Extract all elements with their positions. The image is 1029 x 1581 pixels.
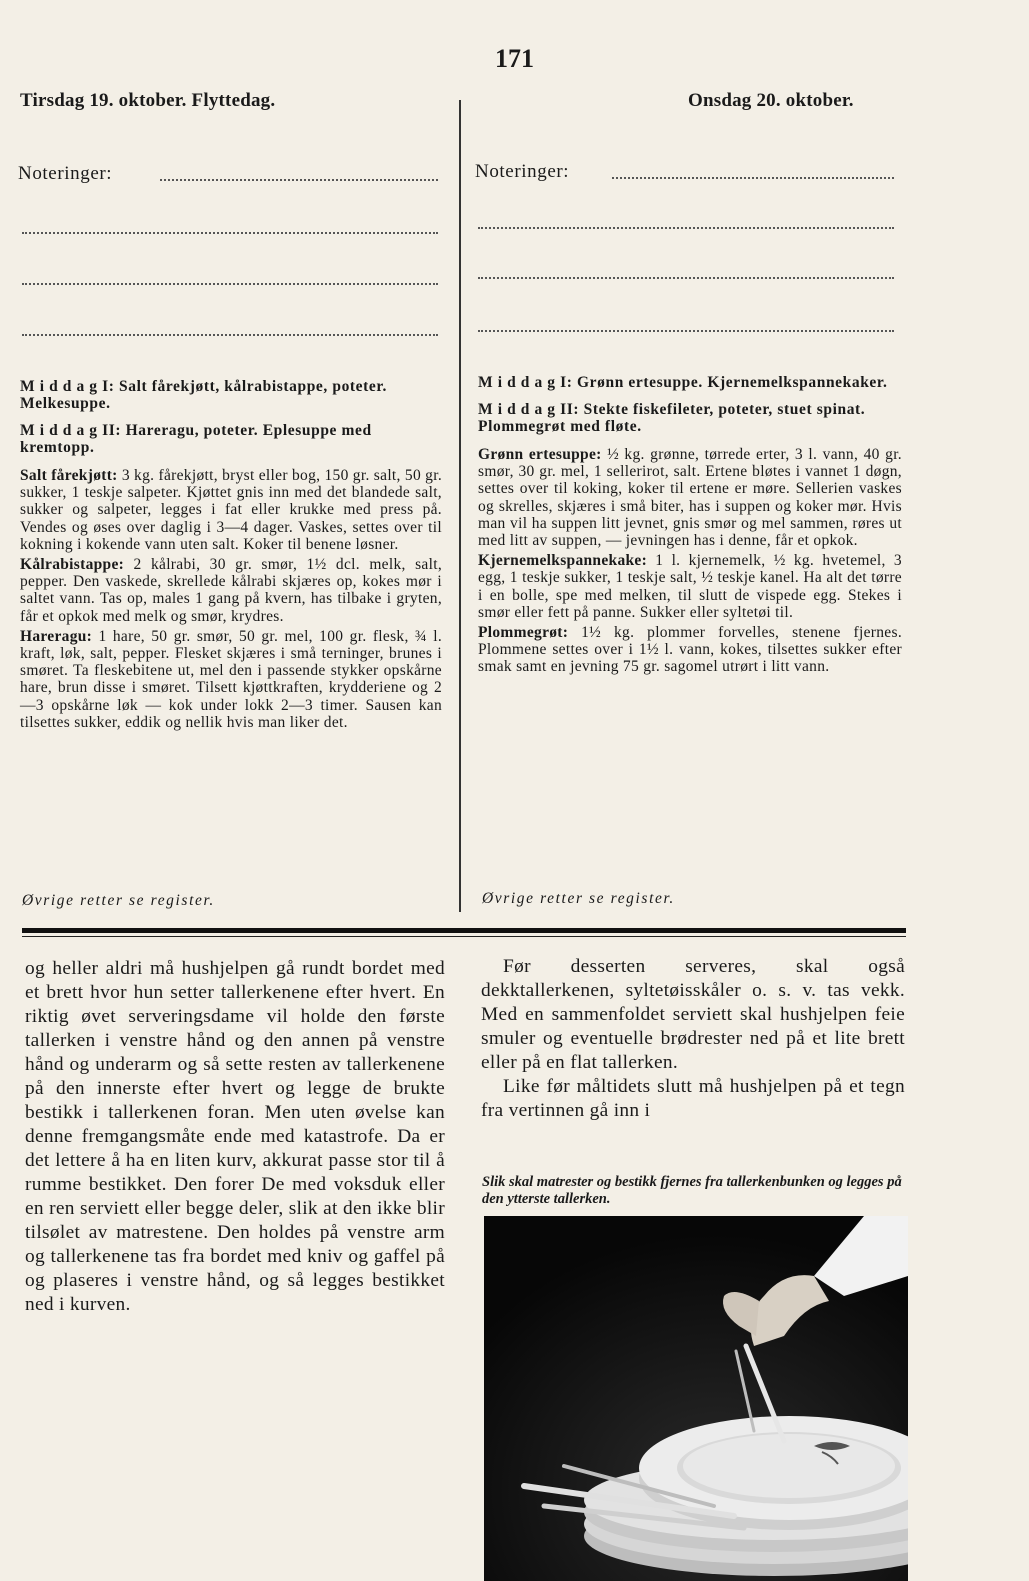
article-right-paragraph-2: Like før måltidets slutt må hushjelpen på et tegn fra vertinnen gå inn i (481, 1076, 905, 1121)
article-left-column: og heller aldri må hushjelpen gå rundt bordet med et brett hvor hun setter tallerkenene efter hvert. En riktig øvet serveringsdame vil holde den første tallerken i venstre hånd og den annen på venstre hånd og underarm og så sette resten av tallerkenene på den innerste efter hvert og legge de brukte bestikk i tallerkenen foran. Men uten øvelse kan denne fremgangsmåte ende med katastrofe. Da er det lettere å ha en liten kurv, akkurat passe stor til å rumme bestikket. Den forer De med voksduk eller en ren serviett eller begge deler, slik at den ikke blir tilsølet av matrestene. Den holdes på venstre arm og tallerkenene tas fra bordet med kniv og gaffel på og plaseres i venstre hånd, og så legges bestikket ned i kurven. (25, 958, 445, 1315)
right-notes-line-1 (612, 177, 894, 179)
right-notes-label: Noteringer: (475, 161, 570, 182)
left-middag-2: M i d d a g II: Hareragu, poteter. Eplesuppe med kremtopp. (20, 422, 372, 456)
article-right-column (481, 955, 905, 1123)
left-day-heading: Tirsdag 19. oktober. Flyttedag. (20, 90, 276, 111)
right-ovrige: Øvrige retter se register. (482, 890, 675, 907)
column-divider (459, 100, 461, 912)
photo-caption: Slik skal matrester og bestikk fjernes fra tallerkenbunken og legges på den ytterste tallerken. (482, 1174, 902, 1207)
right-recipes (478, 446, 902, 676)
left-notes-line-1 (160, 179, 438, 181)
left-recipe-3-text: 1 hare, 50 gr. smør, 50 gr. mel, 100 gr. flesk, ¾ l. kraft, løk, salt, pepper. Flesket skjæres i små terninger, brunes i smøret. Ta fleskebitene ut, mel den i passende stykker opskårne hare, brun disse i smøret. Tilsett kjøttkraften, krydderiene og 2—3 opskårne løk — kok under lokk 2—3 timer. Sausen kan tilsettes sukker, eddik og nellik hvis man liker det. (20, 627, 442, 731)
right-recipe-2-text: 1 l. kjernemelk, ½ kg. hvetemel, 3 egg, 1 teskje sukker, 1 teskje salt, ½ teskje kanel. Ha alt det tørre i en bolle, spe med melken, til slutt de vispede egg. Stekes i smør eller fett på panne. Sukker eller syltetøi til. (478, 552, 902, 621)
left-recipe-2-title: Kålrabistappe: (20, 556, 125, 574)
right-middag-1: M i d d a g I: Grønn ertesuppe. Kjernemelkspannekaker. (478, 374, 888, 391)
section-rule-thick (22, 928, 906, 933)
right-notes-line-2 (478, 227, 894, 229)
right-notes-line-3 (478, 277, 894, 279)
right-middag-2: M i d d a g II: Stekte fiskefileter, poteter, stuet spinat. Plommegrøt med fløte. (478, 401, 866, 435)
plate-illustration (484, 1216, 908, 1581)
right-recipe-1-title: Grønn ertesuppe: (478, 446, 602, 463)
left-recipe-1-text: 3 kg. fårekjøtt, bryst eller bog, 150 gr. salt, 50 gr. sukker, 1 teskje salpeter. Kjøttet gnis inn med det blandede salt, sukker og salpeter, legges i fat eller krukke med press på. Vendes og øses over daglig i 3—4 dager. Vaskes, settes over til kokning i kokende vann uten salt. Koker til benene løsner. (20, 467, 443, 553)
left-middag-1: M i d d a g I: Salt fårekjøtt, kålrabistappe, poteter. Melkesuppe. (20, 378, 387, 412)
left-notes-line-2 (22, 232, 438, 234)
right-day-heading: Onsdag 20. oktober. (688, 90, 854, 111)
left-menu (20, 378, 442, 734)
page-number: 171 (495, 44, 534, 73)
right-recipe-3-title: Plommegrøt: (478, 624, 569, 642)
left-recipe-1-title: Salt fårekjøtt: (20, 467, 118, 484)
right-menu (478, 374, 902, 679)
right-recipe-1-text: ½ kg. grønne, tørrede erter, 3 l. vann, 40 gr. smør, 30 gr. mel, 1 sellerirot, salt. Ertene bløtes i vannet 1 døgn, settes over til koking, koker til ertene er møre. Sellerien vaskes og skrelles, skjæres i små biter, has i suppen og koker mør. Hvis man vil ha suppen litt jevnet, gnis smør og mel sammen, røres ut med litt av suppen, — jevningen has i denne, får et opkok. (478, 446, 902, 550)
right-notes-line-4 (478, 330, 894, 332)
left-recipe-3-title: Hareragu: (20, 627, 93, 645)
left-notes-label: Noteringer: (18, 163, 113, 184)
article-right-paragraph-1: Før desserten serveres, skal også dekktallerkenen, syltetøisskåler o. s. v. tas vekk. Med en sammenfoldet serviett skal hushjelpen feie smuler og eventuelle brødrester ned på et lite brett eller på en flat tallerken. (481, 956, 905, 1073)
left-recipes (20, 467, 442, 731)
right-recipe-3-text: 1½ kg. plommer forvelles, stenene fjernes. Plommene settes over i 1½ l. vann, kokes, tilsettes sukker efter smak samt en jevning 75 gr. sagomel utrørt i litt vann. (478, 624, 902, 676)
left-ovrige: Øvrige retter se register. (22, 892, 215, 909)
left-recipe-2-text: 2 kålrabi, 30 gr. smør, 1½ dcl. melk, salt, pepper. Den vaskede, skrellede kålrabi skjæres op, kokes mør i saltet vann. Tas op, males 1 gang på kvern, has tilbake i gryten, får et opkok med melk og smør, krydres. (20, 556, 442, 625)
right-recipe-2-title: Kjernemelkspannekake: (478, 552, 648, 570)
left-notes-line-4 (22, 334, 438, 336)
section-rule-thin (22, 936, 906, 937)
left-notes-line-3 (22, 283, 438, 285)
photograph-plates-and-cutlery (484, 1216, 908, 1581)
